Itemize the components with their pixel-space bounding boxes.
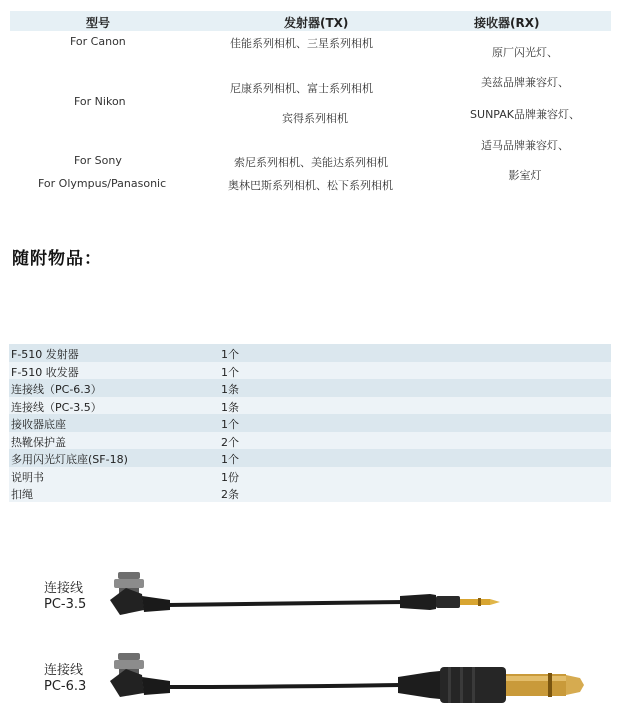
plug-63-icon xyxy=(398,667,584,703)
item-name: 热靴保护盖 xyxy=(11,435,66,449)
item-qty: 1条 xyxy=(221,400,239,414)
cable-label-line1: 连接线 xyxy=(44,663,84,678)
model-olympus: For Olympus/Panasonic xyxy=(38,177,167,190)
pc-connector-icon xyxy=(110,572,170,615)
rx-line-4: 适马品牌兼容灯、 xyxy=(481,139,569,152)
rx-line-5: 影室灯 xyxy=(508,169,542,182)
plug-35-icon xyxy=(400,594,500,610)
pc35-cable-image xyxy=(0,560,640,630)
cable-label-line2: PC-6.3 xyxy=(44,679,87,694)
item-name: 连接线（PC-3.5） xyxy=(11,400,102,414)
rx-line-2: 美兹品牌兼容灯、 xyxy=(481,76,569,89)
rx-line-1: 原厂闪光灯、 xyxy=(492,46,558,59)
model-canon: For Canon xyxy=(70,35,126,48)
header-model: 型号 xyxy=(86,16,111,30)
cable-label-line2: PC-3.5 xyxy=(44,597,87,612)
tx-olympus: 奥林巴斯系列相机、松下系列相机 xyxy=(228,179,393,192)
table-row xyxy=(9,484,611,502)
item-name: 接收器底座 xyxy=(11,418,66,431)
tx-sony: 索尼系列相机、美能达系列相机 xyxy=(234,156,388,169)
item-qty: 2条 xyxy=(221,488,239,501)
item-name: F-510 发射器 xyxy=(11,348,79,361)
table-row xyxy=(9,379,611,397)
model-nikon: For Nikon xyxy=(74,95,126,108)
table-row xyxy=(9,397,611,415)
item-name: 连接线（PC-6.3） xyxy=(11,383,102,396)
table-row xyxy=(9,449,611,467)
item-qty: 1个 xyxy=(221,348,239,361)
model-sony: For Sony xyxy=(74,154,122,167)
item-qty: 1条 xyxy=(221,383,239,396)
item-name: 说明书 xyxy=(11,470,44,484)
compatibility-table xyxy=(10,11,611,201)
compatibility-table-header xyxy=(10,11,611,31)
rx-line-3: SUNPAK品牌兼容灯、 xyxy=(470,108,580,121)
item-name: 多用闪光灯底座(SF-18) xyxy=(11,453,128,466)
accessories-table xyxy=(9,344,611,502)
item-qty: 1个 xyxy=(221,453,239,466)
item-qty: 1份 xyxy=(221,470,239,484)
table-row xyxy=(9,344,611,362)
table-row xyxy=(9,414,611,432)
tx-nikon: 尼康系列相机、富士系列相机 xyxy=(230,82,373,95)
item-qty: 1个 xyxy=(221,418,239,431)
header-rx: 接收器(RX) xyxy=(474,16,540,30)
item-qty: 2个 xyxy=(221,435,239,449)
item-name: F-510 收发器 xyxy=(11,365,79,379)
table-row xyxy=(9,432,611,450)
tx-pentax: 宾得系列相机 xyxy=(282,112,348,125)
header-tx: 发射器(TX) xyxy=(284,16,349,30)
pc63-cable-image xyxy=(0,645,640,723)
table-row xyxy=(9,467,611,485)
accessories-title: 随附物品： xyxy=(12,249,102,269)
pc-connector-icon xyxy=(110,653,170,697)
item-qty: 1个 xyxy=(221,365,239,379)
tx-canon: 佳能系列相机、三星系列相机 xyxy=(230,37,373,50)
cable-label-line1: 连接线 xyxy=(44,581,84,596)
table-row xyxy=(9,362,611,380)
item-name: 扣绳 xyxy=(11,488,33,501)
